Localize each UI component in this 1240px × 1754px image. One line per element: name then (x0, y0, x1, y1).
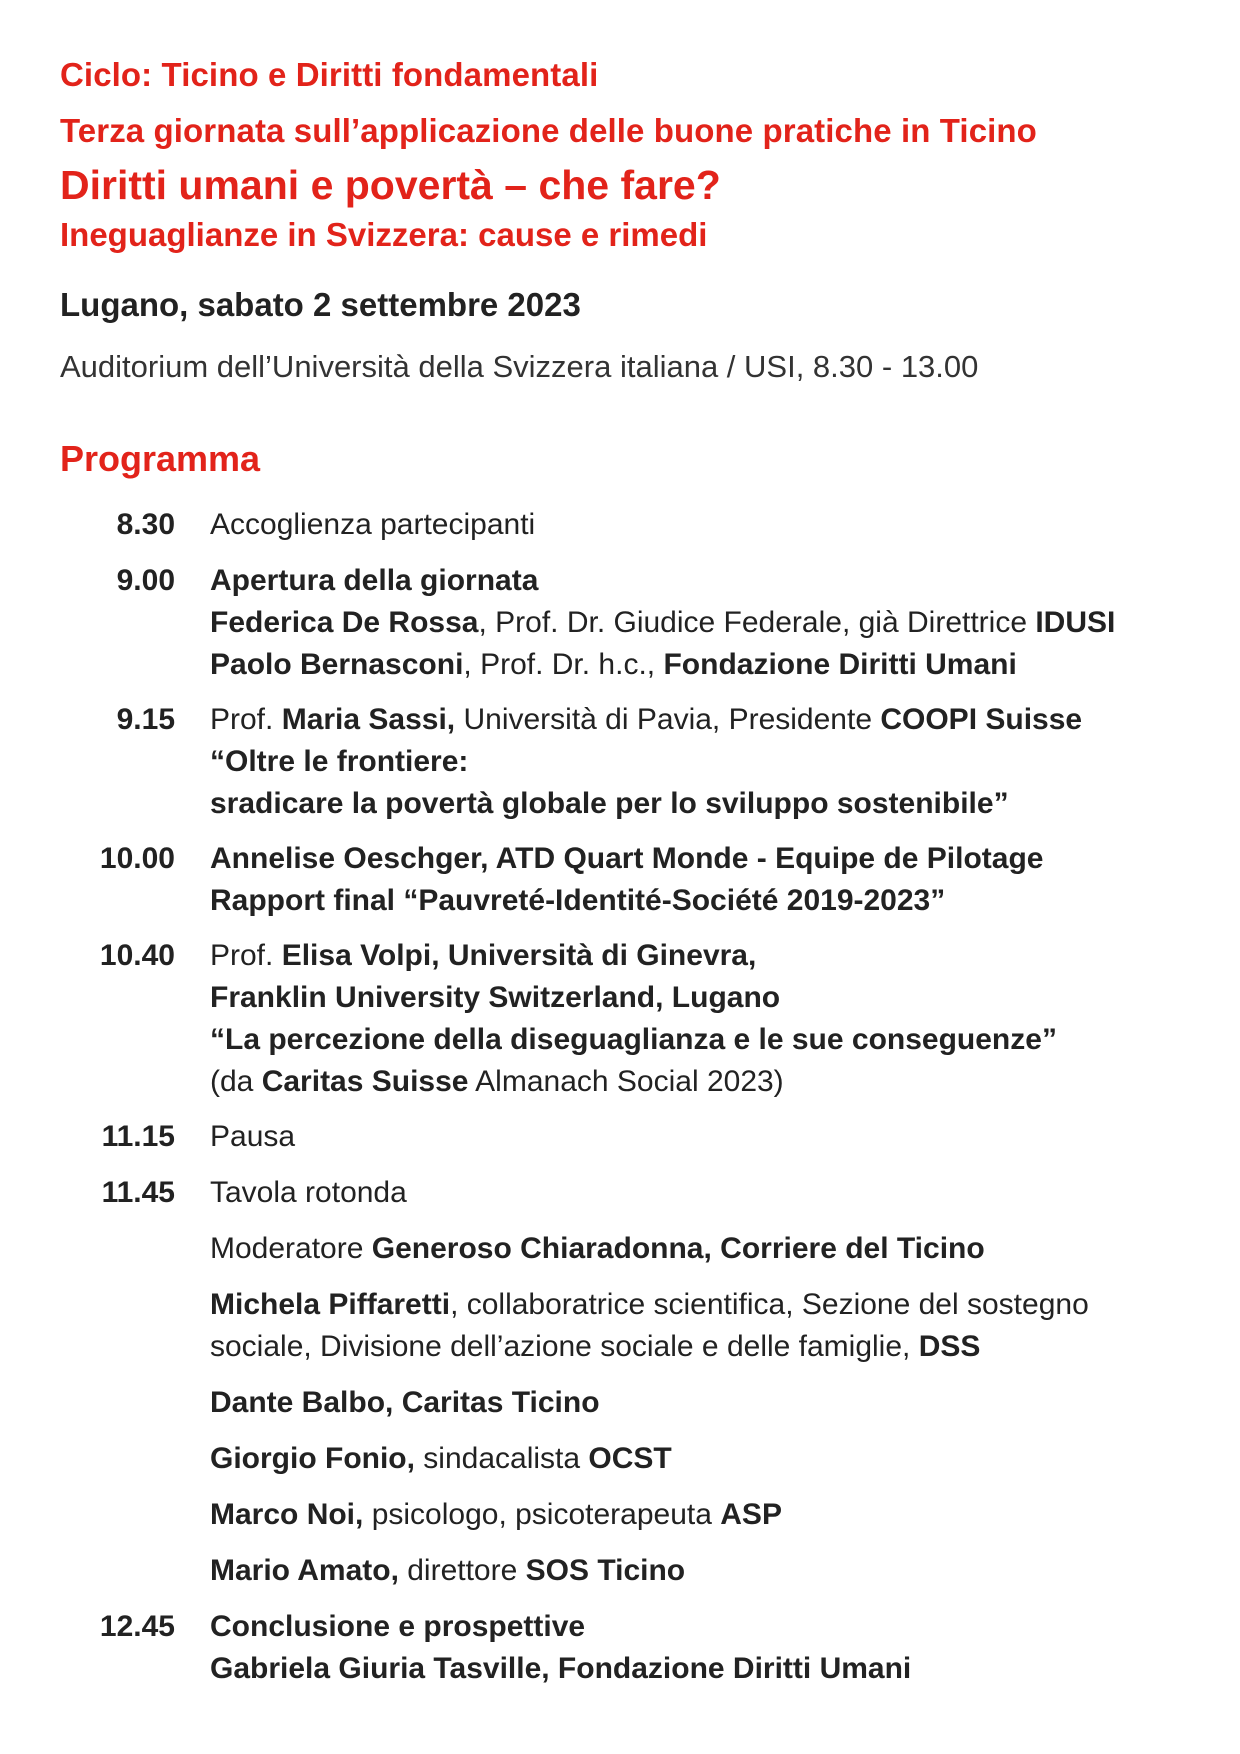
talk-title: “La percezione della diseguaglianza e le sue conseguenze” (210, 1023, 1057, 1056)
item-0915-speaker (210, 703, 1082, 737)
panelist-org: DSS (918, 1330, 981, 1363)
day-heading: Terza giornata sull’applicazione delle buone pratiche in Ticino (60, 112, 1037, 149)
talk-title: Rapport final “Pauvreté-Identité-Société 2019-2023” (210, 884, 946, 917)
speaker-name: Elisa Volpi, (281, 939, 440, 972)
panelist-org: OCST (588, 1442, 672, 1475)
program-heading: Programma (60, 438, 261, 479)
panelist-name: Michela Piffaretti (210, 1288, 451, 1321)
panelist-role: direttore (398, 1554, 526, 1587)
item-0900-title (210, 564, 538, 598)
item-0915-talk-line-2 (210, 787, 1009, 821)
panelist-role: sociale, Divisione dell’azione sociale e delle famiglie, (210, 1330, 919, 1363)
item-1245-title (210, 1610, 585, 1644)
panelist-4 (210, 1498, 782, 1532)
event-title: Diritti umani e povertà – che fare? (60, 162, 721, 208)
time-1145: 11.45 (101, 1176, 175, 1209)
event-subtitle: Ineguaglianze in Svizzera: cause e rimedi (60, 216, 708, 253)
speaker-role: Università di Pavia, Presidente (455, 703, 881, 736)
source-org: Caritas Suisse (261, 1065, 469, 1098)
speaker-prefix: Prof. (210, 939, 282, 972)
panelist-1-line-2 (210, 1330, 980, 1364)
speaker-org: Fondazione Diritti Umani (663, 648, 1017, 681)
speaker-org: , Fondazione Diritti Umani (541, 1652, 912, 1685)
talk-title: sradicare la povertà globale per lo sviluppo sostenibile” (210, 787, 1009, 820)
speaker-org: Franklin University Switzerland, Lugano (210, 981, 781, 1014)
time-1115: 11.15 (101, 1120, 175, 1153)
panelist-name: Mario Amato, (210, 1554, 399, 1587)
speaker-name: Federica De Rossa (210, 606, 479, 639)
venue: Auditorium dell’Università della Svizzera italiana / USI, 8.30 - 13.00 (60, 349, 979, 384)
item-1145: Tavola rotonda (210, 1176, 407, 1209)
moderator-org: Corriere del Ticino (711, 1232, 985, 1265)
item-1040-affiliation (210, 981, 780, 1015)
panelist-2 (210, 1386, 600, 1420)
opening-title: Apertura della giornata (210, 564, 539, 597)
speaker-name: Gabriela Giuria Tasville (210, 1652, 542, 1685)
panelist-role: , collaboratrice scientifica, Sezione del sostegno (450, 1288, 1089, 1321)
time-0900: 9.00 (116, 564, 175, 597)
item-1040-speaker (210, 939, 756, 973)
panelist-3 (210, 1442, 672, 1476)
item-1040-talk (210, 1023, 1057, 1057)
item-1040-source (210, 1065, 784, 1099)
moderator-name: Generoso Chiaradonna, (371, 1232, 712, 1265)
speaker-name: Paolo Bernasconi (210, 648, 464, 681)
moderator-prefix: Moderatore (210, 1232, 372, 1265)
item-0900-speaker-1 (210, 606, 1115, 640)
time-0915: 9.15 (116, 703, 175, 736)
panelist-org: ASP (720, 1498, 782, 1531)
cycle-heading: Ciclo: Ticino e Diritti fondamentali (60, 56, 599, 93)
speaker-org: IDUSI (1035, 606, 1116, 639)
time-0830: 8.30 (116, 508, 175, 541)
talk-title: “Oltre le frontiere: (210, 745, 469, 778)
time-1245: 12.45 (99, 1610, 175, 1643)
speaker-role: , Prof. Dr. Giudice Federale, già Direttrice (478, 606, 1036, 639)
item-0915-talk-line-1 (210, 745, 468, 779)
speaker-name: Maria Sassi, (281, 703, 456, 736)
item-1000-talk (210, 884, 945, 918)
moderator (210, 1232, 985, 1266)
speaker-role: , Prof. Dr. h.c., (463, 648, 664, 681)
place-date: Lugano, sabato 2 settembre 2023 (60, 286, 581, 323)
time-1040: 10.40 (99, 939, 175, 972)
panelist-name: Marco Noi, (210, 1498, 364, 1531)
panelist-role: sindacalista (414, 1442, 589, 1475)
source-prefix: (da (210, 1065, 262, 1098)
time-1000: 10.00 (99, 842, 175, 875)
panelist-name: Dante Balbo (210, 1386, 386, 1419)
closing-title: Conclusione e prospettive (210, 1610, 586, 1643)
speaker-org: Università di Ginevra, (439, 939, 757, 972)
speaker-org: COOPI Suisse (880, 703, 1083, 736)
item-1245-speaker (210, 1652, 911, 1686)
panelist-org: SOS Ticino (525, 1554, 686, 1587)
panelist-role: psicologo, psicoterapeuta (363, 1498, 721, 1531)
item-0900-speaker-2 (210, 648, 1017, 682)
speaker-org: ATD Quart Monde - Equipe de Pilotage (488, 842, 1044, 875)
item-0830: Accoglienza partecipanti (210, 508, 536, 541)
speaker-prefix: Prof. (210, 703, 282, 736)
source-title: Almanach Social 2023) (468, 1065, 784, 1098)
item-1000-speaker (210, 842, 1043, 876)
panelist-1 (210, 1288, 1089, 1322)
panelist-name: Giorgio Fonio, (210, 1442, 415, 1475)
item-1115: Pausa (210, 1120, 296, 1153)
panelist-5 (210, 1554, 685, 1588)
speaker-name: Annelise Oeschger, (210, 842, 489, 875)
panelist-org: , Caritas Ticino (385, 1386, 600, 1419)
